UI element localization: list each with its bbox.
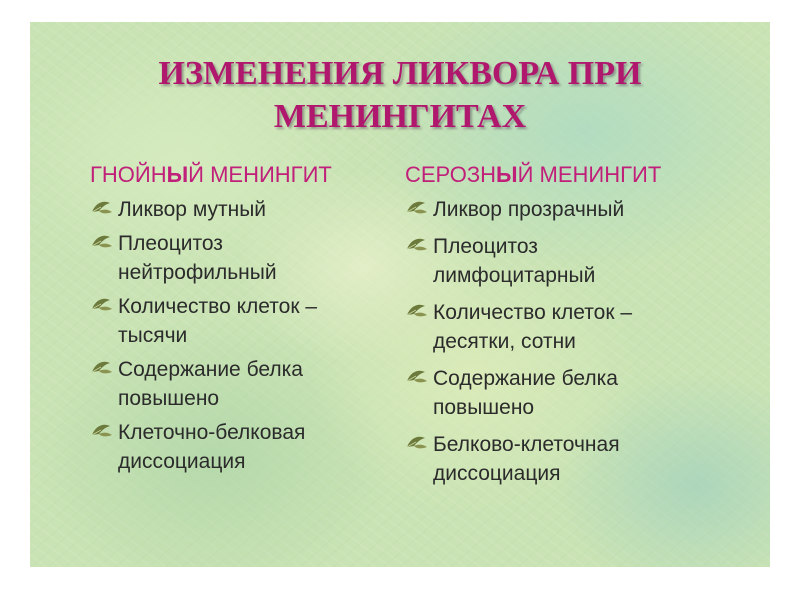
list-item [405,232,735,290]
list-item-text: Ликвор прозрачный [433,198,625,221]
list-item [90,292,390,350]
list-item [405,430,735,488]
leaf-bullet-icon [405,368,429,384]
serous-meningitis-column [405,161,735,496]
title-line-1: ИЗМЕНЕНИЯ ЛИКВОРА ПРИ [158,55,642,92]
leaf-bullet-icon [405,434,429,450]
leaf-bullet-icon [90,422,114,438]
list-item [90,418,390,476]
list-item [405,298,735,356]
leaf-bullet-icon [90,296,114,312]
leaf-bullet-icon [90,233,114,249]
serous-meningitis-heading: СЕРОЗНЫЙ МЕНИНГИТ [405,162,662,187]
list-item [90,195,390,224]
list-item-text: Плеоцитоз лимфоцитарный [433,235,596,287]
list-item [405,364,735,422]
list-item-text: Белково-клеточная диссоциация [433,433,620,485]
title-line-2: МЕНИНГИТАХ [273,98,527,135]
purulent-meningitis-list [90,195,390,476]
leaf-bullet-icon [405,236,429,252]
list-item [90,355,390,413]
list-item [405,195,735,224]
serous-meningitis-list [405,195,735,488]
list-item-text: Количество клеток – десятки, сотни [433,301,633,353]
slide-title [30,52,770,138]
list-item-text: Ликвор мутный [118,198,267,221]
leaf-bullet-icon [405,302,429,318]
list-item-text: Содержание белка повышено [118,358,303,410]
purulent-meningitis-heading: ГНОЙНЫЙ МЕНИНГИТ [90,162,332,187]
leaf-bullet-icon [405,199,429,215]
leaf-bullet-icon [90,199,114,215]
list-item-text: Количество клеток – тысячи [118,295,318,347]
list-item-text: Содержание белка повышено [433,367,618,419]
slide [30,22,770,567]
list-item [90,229,390,287]
list-item-text: Клеточно-белковая диссоциация [118,421,306,473]
list-item-text: Плеоцитоз нейтрофильный [118,232,277,284]
leaf-bullet-icon [90,359,114,375]
purulent-meningitis-column [90,161,390,481]
